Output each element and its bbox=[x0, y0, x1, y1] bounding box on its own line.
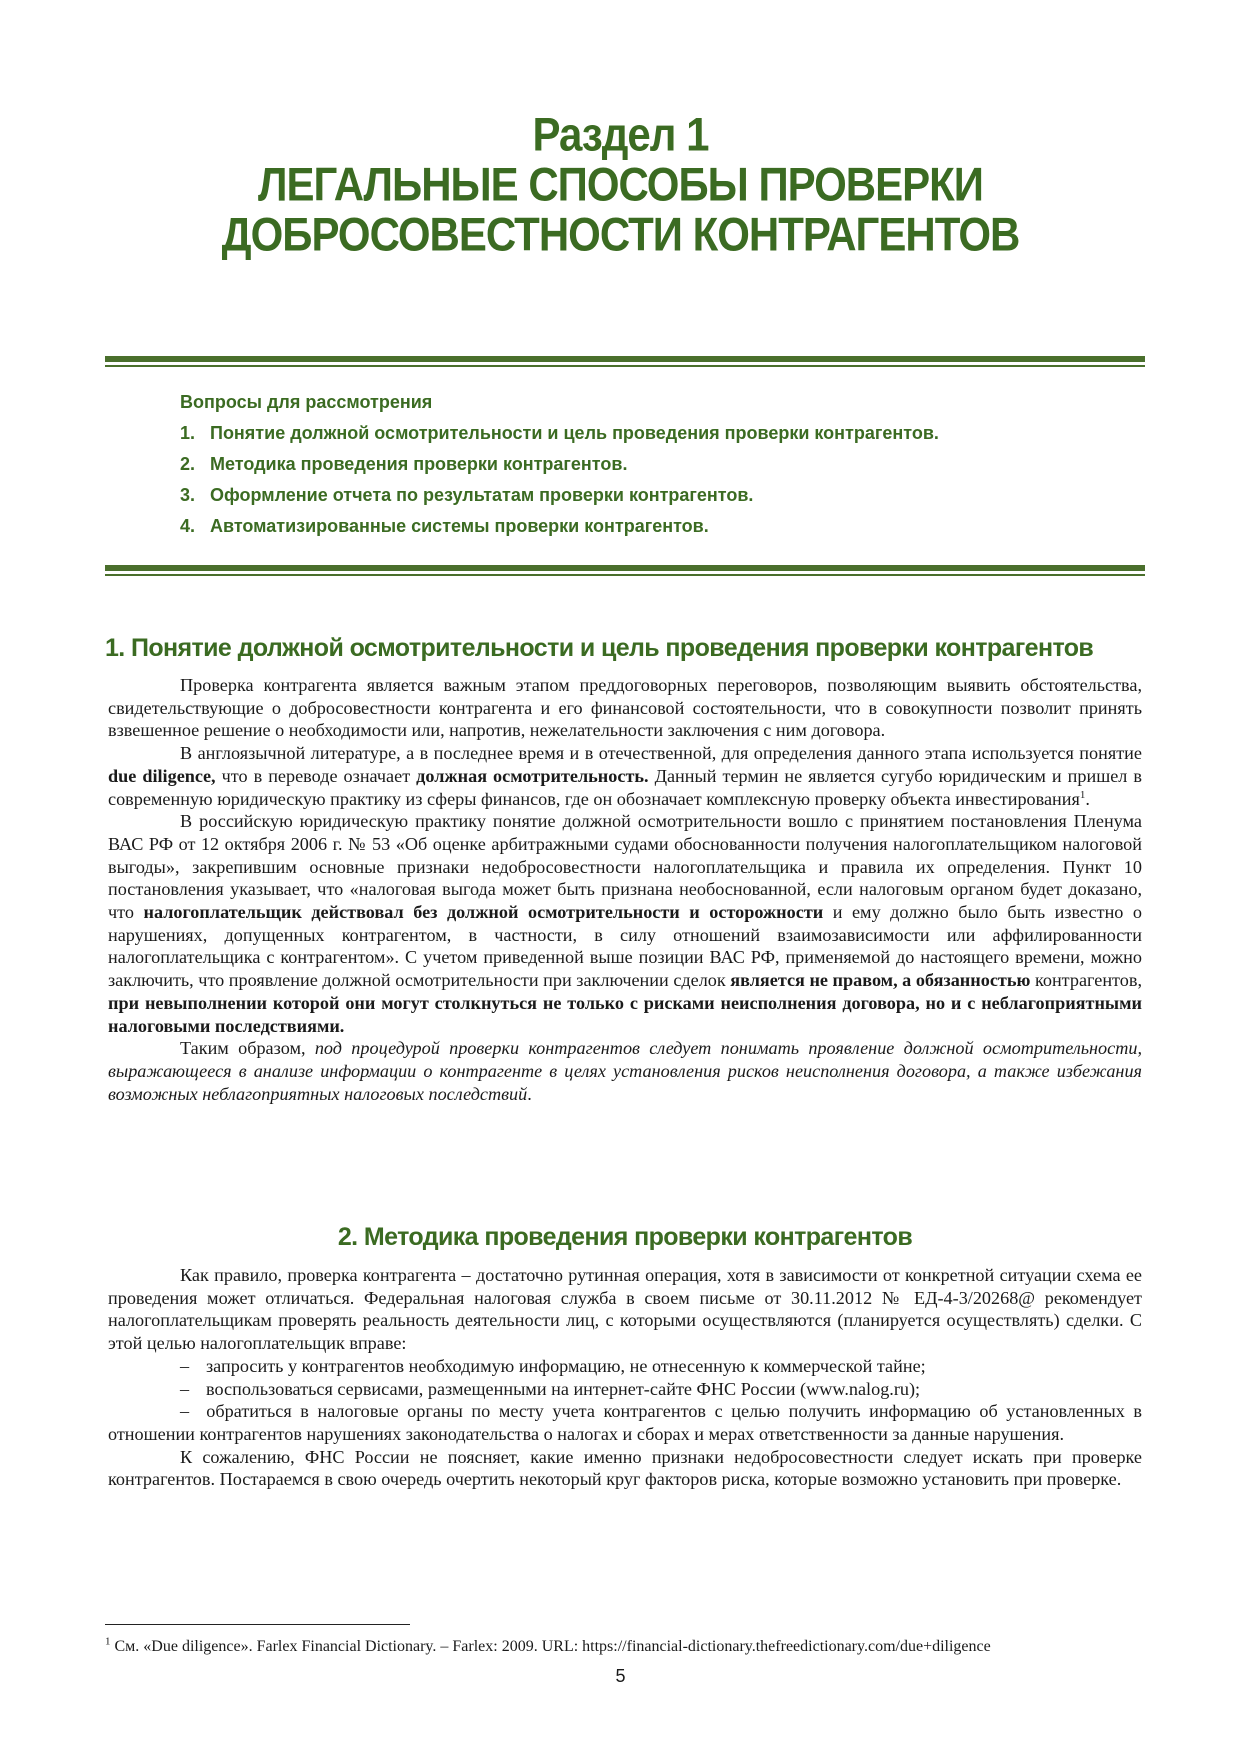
question-item bbox=[180, 451, 1080, 477]
list-item: – обратиться в налоговые органы по месту учета контрагентов с целью получить информацию об установленных в отношении контрагентов нарушениях законодательства о налогах и сборах и мерах ответственности за данные нарушения. bbox=[108, 1401, 1142, 1444]
part1-paragraph-1: Проверка контрагента является важным этапом преддоговорных переговоров, позволяющим выявить обстоятельства, свидетельствующие о добросовестности контрагента и его финансовой состоятельности, что в совокупности позволит принять взвешенное решение о необходимости или, напротив, нежелательности заключения с ним договора. bbox=[108, 675, 1142, 741]
part1-heading: 1. Понятие должной осмотрительности и цель проведения проверки контрагентов bbox=[105, 634, 1094, 662]
question-number: 4. bbox=[180, 516, 196, 536]
part1-paragraph-4: Таким образом, под процедурой проверки контрагентов следует понимать проявление должной осмотрительности, выражающееся в анализе информации о контрагенте в целях установления рисков неисполнения договора, а также избежания возможных неблагоприятных налоговых последствий. bbox=[108, 1038, 1142, 1104]
questions-title: Вопросы для рассмотрения bbox=[180, 392, 433, 412]
footnote-text: См. «Due diligence». Farlex Financial Dictionary. – Farlex: 2009. URL: https://financial-dictionary.thefreedictionary.com/due+diligence bbox=[110, 1638, 991, 1655]
page-number: 5 bbox=[615, 1666, 626, 1686]
part2-heading: 2. Методика проведения проверки контрагентов bbox=[337, 1223, 913, 1251]
top-divider bbox=[105, 356, 1145, 367]
question-item bbox=[180, 513, 1080, 539]
bottom-divider bbox=[105, 565, 1145, 576]
question-text: Понятие должной осмотрительности и цель проведения проверки контрагентов. bbox=[210, 423, 939, 443]
section-title-line-2: ДОБРОСОВЕСТНОСТИ КОНТРАГЕНТОВ bbox=[221, 208, 1020, 261]
section-title-line-1: ЛЕГАЛЬНЫЕ СПОСОБЫ ПРОВЕРКИ bbox=[258, 158, 983, 211]
question-number: 2. bbox=[180, 454, 196, 474]
footnote bbox=[105, 1637, 1145, 1657]
list-item: – воспользоваться сервисами, размещенными на интернет-сайте ФНС России (www.nalog.ru); bbox=[180, 1378, 921, 1399]
part1-body bbox=[108, 674, 1142, 1105]
footnote-divider bbox=[105, 1624, 410, 1625]
question-text: Методика проведения проверки контрагентов. bbox=[210, 454, 628, 474]
question-item bbox=[180, 420, 1080, 446]
questions-block bbox=[180, 389, 1080, 544]
part1-paragraph-2: В англоязычной литературе, а в последнее время и в отечественной, для определения данного этапа используется понятие due diligence, что в переводе означает должная осмотрительность. Данный термин не является сугубо юридическим и пришел в современную юридическую практику из сферы финансов, где он обозначает комплексную проверку объекта инвестирования$^1$. bbox=[108, 743, 1142, 809]
question-text: Автоматизированные системы проверки контрагентов. bbox=[210, 516, 709, 536]
question-item bbox=[180, 482, 1080, 508]
part2-body bbox=[108, 1264, 1142, 1491]
section-number: Раздел 1 bbox=[532, 108, 709, 161]
question-number: 3. bbox=[180, 485, 196, 505]
part2-paragraph-1: Как правило, проверка контрагента – достаточно рутинная операция, хотя в зависимости от конкретной ситуации схема ее проведения может отличаться. Федеральная налоговая служба в своем письме от 30.11.2012 № ЕД-4-3/20268@ рекомендует налогоплательщикам проверять реальность деятельности лиц, с которыми осуществляются (планируется осуществлять) сделки. С этой целью налогоплательщик вправе: bbox=[108, 1265, 1142, 1354]
part1-paragraph-3: В российскую юридическую практику понятие должной осмотрительности вошло с принятием постановления Пленума ВАС РФ от 12 октября 2006 г. № 53 «Об оценке арбитражными судами обоснованности получения налогоплательщиком налоговой выгоды», закрепившим основные признаки недобросовестности налогоплательщика и правила их определения. Пункт 10 постановления указывает, что «налоговая выгода может быть признана необоснованной, если налоговым органом будет доказано, что налогоплательщик действовал без должной осмотрительности и осторожности и ему должно было быть известно о нарушениях, допущенных контрагентом, в частности, в силу отношений взаимозависимости или аффилированности налогоплательщика с контрагентом». С учетом приведенной выше позиции ВАС РФ, применяемой до настоящего времени, можно заключить, что проявление должной осмотрительности при заключении сделок является не правом, а обязанностью контрагентов, при невыполнении которой они могут столкнуться не только с рисками неисполнения договора, но и с неблагоприятными налоговыми последствиями. bbox=[108, 811, 1142, 1036]
question-number: 1. bbox=[180, 423, 196, 443]
footnote-mark: 1 bbox=[105, 1635, 111, 1648]
footnote-ref: 1 bbox=[1079, 788, 1086, 801]
question-text: Оформление отчета по результатам проверки контрагентов. bbox=[210, 485, 754, 505]
part2-paragraph-2: К сожалению, ФНС России не поясняет, какие именно признаки недобросовестности следует искать при проверке контрагентов. Постараемся в свою очередь очертить некоторый круг факторов риска, которые возможно установить при проверке. bbox=[108, 1446, 1142, 1490]
list-item: – запросить у контрагентов необходимую информацию, не отнесенную к коммерческой тайне; bbox=[180, 1355, 926, 1376]
